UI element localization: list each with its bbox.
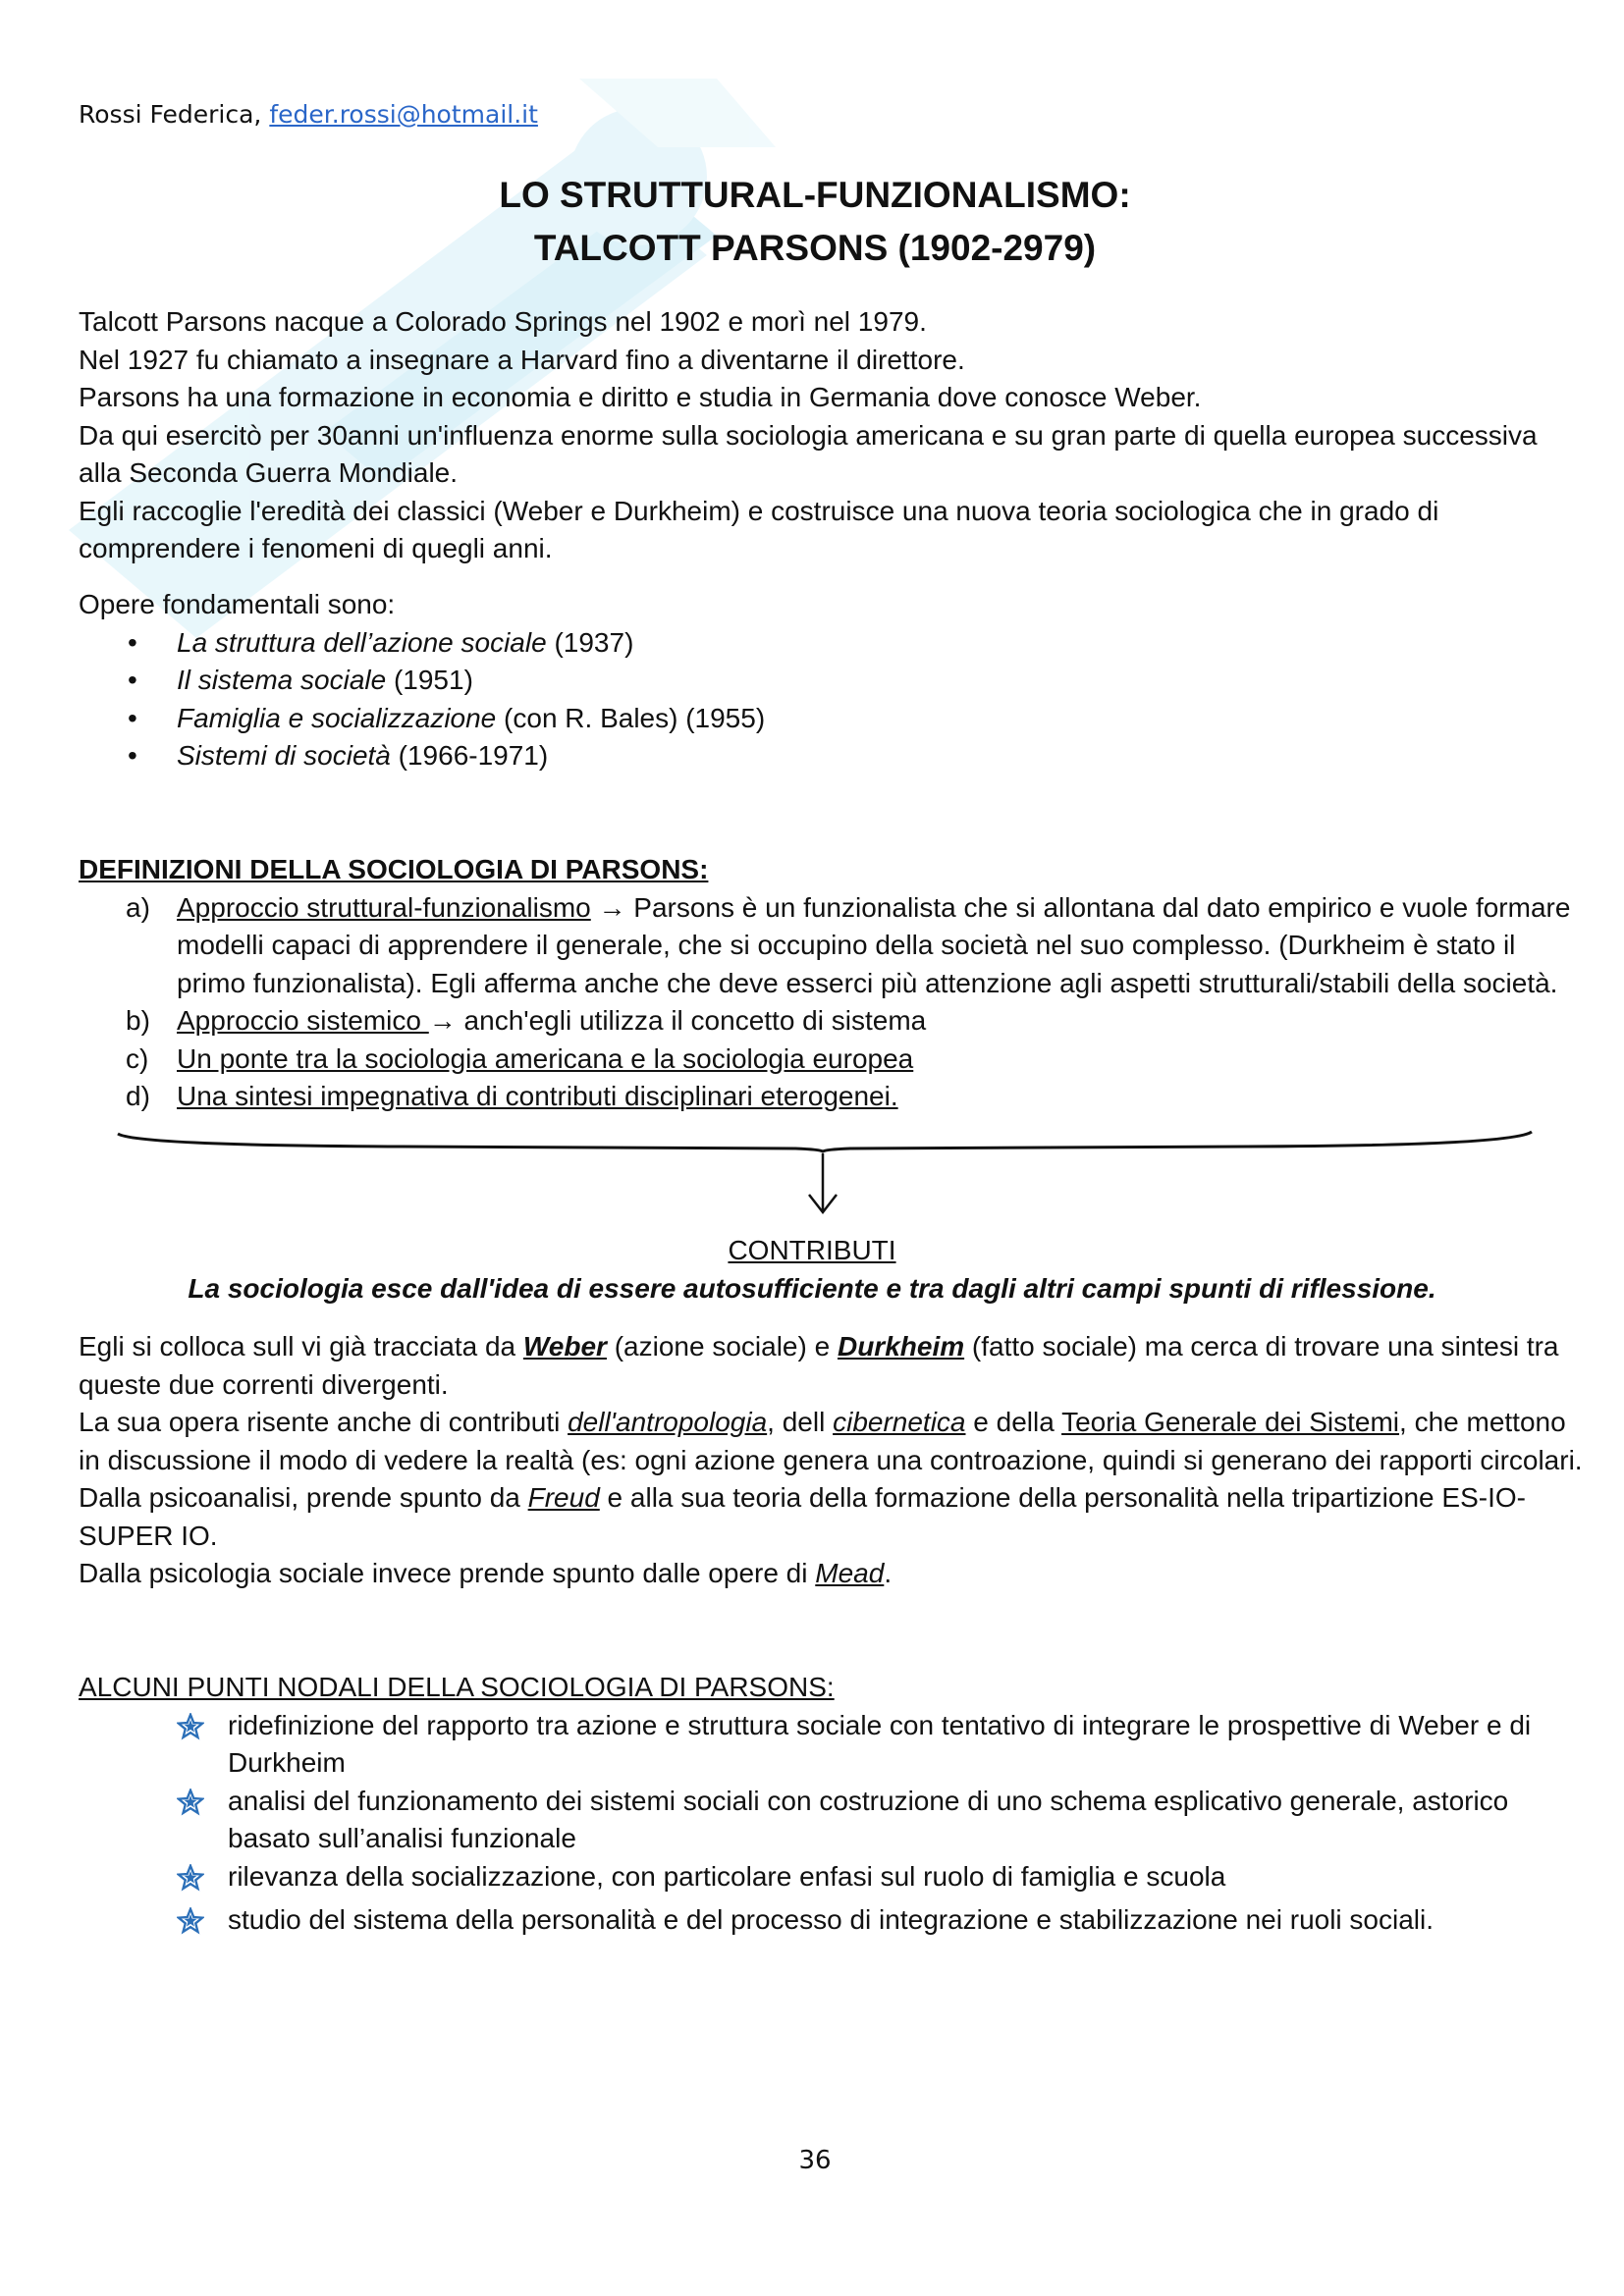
teoria-term: Teoria Generale dei Sistemi [1061, 1407, 1400, 1437]
definition-item-a-cont [79, 927, 1570, 965]
cibernetica-term: cibernetica [833, 1407, 966, 1437]
key-point-text: rilevanza della socializzazione, con particolare enfasi sul ruolo di famiglia e scuola [228, 1860, 1226, 1892]
weber-term: Weber [522, 1331, 607, 1362]
page-number: 36 [798, 2146, 832, 2175]
definition-item-c [79, 1041, 1570, 1079]
item-label: a) [126, 891, 150, 923]
key-point-item [177, 1707, 1531, 1783]
text: La sua opera risente anche di contributi [79, 1407, 568, 1437]
works-item [79, 737, 765, 775]
text: (azione sociale) e [606, 1331, 838, 1362]
key-point-text: studio del sistema della personalità e del processo di integrazione e stabilizzazione nei ruoli sociali. [228, 1904, 1435, 1935]
bullet-icon: • [128, 626, 137, 658]
text: , che mettono [1399, 1407, 1566, 1437]
text: Egli si colloca sull vi già tracciata da [79, 1331, 523, 1362]
work-title: Sistemi di società [177, 740, 391, 771]
antropologia-term: dell'antropologia [568, 1407, 768, 1437]
curly-brace [118, 1132, 1532, 1151]
title-line-1: LO STRUTTURAL-FUNZIONALISMO: [499, 175, 1131, 215]
work-year: (1937) [546, 626, 634, 658]
work-year: (1966-1971) [390, 740, 549, 771]
definition-item-a-cont [79, 965, 1570, 1003]
contributi-subtitle: La sociologia esce dall'idea di essere autosufficiente e tra dagli altri campi spunti di riflessione. [188, 1272, 1436, 1304]
intro-line: Da qui esercitò per 30anni un'influenza enorme sulla sociologia americana e su gran parte di quella europea successiva [79, 419, 1538, 451]
key-points-section [79, 1669, 1531, 1946]
intro-paragraph [79, 303, 1538, 568]
item-label: c) [126, 1042, 149, 1074]
definition-title: Approccio sistemico [177, 1005, 429, 1036]
bullet-icon: • [128, 702, 137, 733]
definition-text: → anch'egli utilizza il concetto di sistema [428, 1005, 927, 1036]
definition-title: Una sintesi impegnativa di contributi disciplinari eterogenei. [177, 1081, 898, 1111]
definition-text: modelli capaci di apprendere il generale, che si occupino della società nel suo complesso. (Durkheim è stato il [177, 930, 1516, 960]
contributi-heading-wrap [0, 1232, 1624, 1308]
durkheim-term: Durkheim [837, 1331, 965, 1362]
intro-line: comprendere i fenomeni di quegli anni. [79, 533, 553, 563]
text: . [884, 1558, 893, 1588]
item-label: d) [126, 1081, 150, 1111]
down-arrow-icon [809, 1153, 837, 1212]
intro-line: Talcott Parsons nacque a Colorado Springs nel 1902 e morì nel 1979. [79, 306, 927, 337]
text: (fatto sociale) ma cerca di trovare una sintesi tra [964, 1331, 1559, 1362]
star-bullet-icon [177, 1907, 204, 1935]
key-point-item [177, 1783, 1531, 1858]
star-bullet-icon [177, 1713, 204, 1740]
definition-item-b [79, 1002, 1570, 1041]
definition-title: Approccio struttural-funzionalismo [177, 891, 591, 923]
title-line-2: TALCOTT PARSONS (1902-2979) [533, 228, 1097, 268]
bullet-icon: • [128, 665, 137, 695]
star-bullet-icon [177, 1864, 204, 1892]
key-point-item [177, 1901, 1531, 1946]
key-point-text: Durkheim [228, 1747, 346, 1778]
intro-line: Nel 1927 fu chiamato a insegnare a Harvard fino a diventarne il direttore. [79, 344, 965, 375]
work-title: Famiglia e socializzazione [177, 702, 497, 733]
contributi-heading: CONTRIBUTI [728, 1235, 896, 1265]
definitions-section [79, 851, 1570, 1116]
works-item [79, 624, 765, 663]
body-line [79, 1555, 1583, 1593]
text: e alla sua teoria della formazione della personalità nella tripartizione ES-IO- [599, 1482, 1526, 1513]
works-item [79, 700, 765, 738]
works-item [79, 662, 765, 700]
work-year: (con R. Bales) (1955) [496, 702, 766, 733]
body-line: SUPER IO. [79, 1520, 218, 1551]
body-line [79, 1479, 1583, 1518]
intro-line: alla Seconda Guerra Mondiale. [79, 457, 459, 488]
author-line [79, 100, 538, 129]
body-line [79, 1404, 1583, 1442]
star-bullet-icon [177, 1789, 204, 1816]
brace-arrow-diagram [108, 1114, 1542, 1222]
definition-text: primo funzionalista). Egli afferma anche che deve esserci più attenzione agli aspetti strutturali/stabili della società. [177, 967, 1558, 998]
key-point-text: ridefinizione del rapporto tra azione e struttura sociale con tentativo di integrare le prospettive di Weber e di [228, 1709, 1532, 1740]
body-line: queste due correnti divergenti. [79, 1368, 449, 1400]
body-line [79, 1328, 1583, 1366]
contributi-body [79, 1328, 1583, 1593]
work-title: Il sistema sociale [177, 665, 387, 695]
intro-line: Egli raccoglie l'eredità dei classici (Weber e Durkheim) e costruisce una nuova teoria sociologica che in grado di [79, 495, 1439, 526]
freud-term: Freud [527, 1482, 600, 1513]
definition-item-d [79, 1078, 1570, 1116]
key-point-item [177, 1858, 1531, 1902]
intro-line: Parsons ha una formazione in economia e diritto e studia in Germania dove conosce Weber. [79, 382, 1202, 412]
text: Dalla psicoanalisi, prende spunto da [79, 1482, 528, 1513]
works-heading: Opere fondamentali sono: [79, 589, 396, 619]
item-label: b) [126, 1005, 150, 1036]
body-line: in discussione il modo di vedere la realtà (es: ogni azione genera una controazione, quindi si generano dei rapporti circolari. [79, 1444, 1583, 1475]
key-point-text: analisi del funzionamento dei sistemi sociali con costruzione di uno schema esplicativo generale, astorico [228, 1785, 1509, 1816]
text: , dell [767, 1407, 834, 1437]
bullet-icon: • [128, 740, 137, 771]
definition-item-a [79, 889, 1570, 928]
definition-title: Un ponte tra la sociologia americana e la sociologia europea [177, 1042, 914, 1074]
author-name: Rossi Federica, [79, 100, 262, 129]
key-point-text: basato sull’analisi funzionale [228, 1823, 576, 1853]
text: e della [965, 1407, 1062, 1437]
work-title: La struttura dell’azione sociale [177, 626, 547, 658]
author-email-link[interactable]: feder.rossi@hotmail.it [269, 100, 538, 129]
text: Dalla psicologia sociale invece prende spunto dalle opere di [79, 1558, 816, 1588]
definitions-heading: DEFINIZIONI DELLA SOCIOLOGIA DI PARSONS: [79, 854, 709, 884]
key-points-heading: ALCUNI PUNTI NODALI DELLA SOCIOLOGIA DI PARSONS: [79, 1672, 835, 1702]
works-section [79, 586, 765, 775]
work-year: (1951) [386, 665, 473, 695]
page-title [324, 169, 1306, 275]
definition-text: → Parsons è un funzionalista che si allontana dal dato empirico e vuole formare [590, 891, 1571, 923]
mead-term: Mead [815, 1558, 885, 1588]
